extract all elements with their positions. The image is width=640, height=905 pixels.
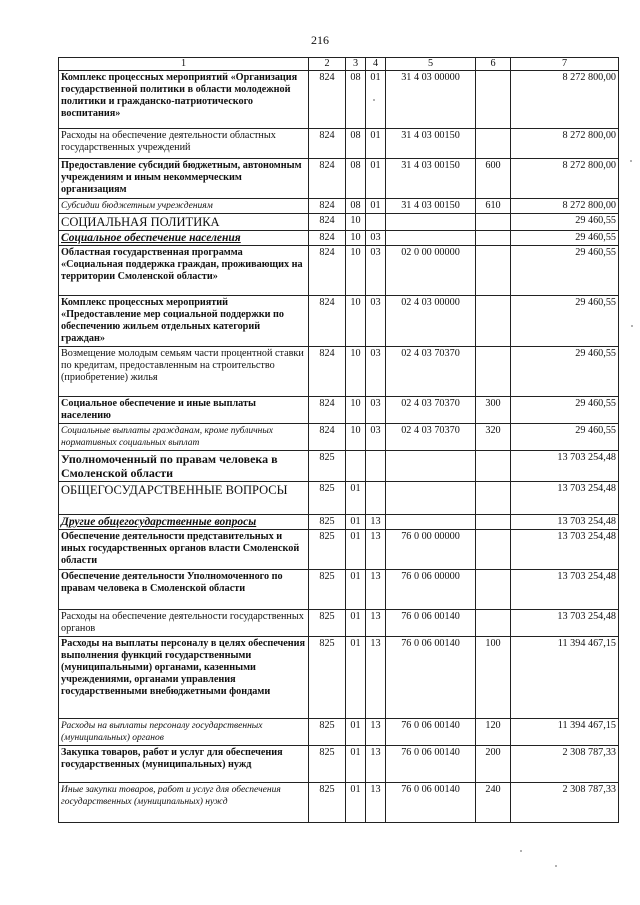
row-amount: 29 460,55	[511, 424, 619, 451]
row-target-article: 76 0 06 00140	[386, 719, 476, 746]
table-row	[59, 515, 619, 530]
row-subsection: 03	[366, 397, 386, 424]
row-expense-type: 100	[476, 637, 511, 719]
row-name: ОБЩЕГОСУДАРСТВЕННЫЕ ВОПРОСЫ	[59, 482, 309, 515]
row-subsection: 13	[366, 783, 386, 823]
row-expense-type: 240	[476, 783, 511, 823]
row-section: 01	[346, 482, 366, 515]
row-target-article: 76 0 06 00140	[386, 783, 476, 823]
table-row	[59, 159, 619, 199]
row-expense-type	[476, 129, 511, 159]
row-target-article: 76 0 06 00140	[386, 637, 476, 719]
header-col-6: 6	[476, 58, 511, 71]
budget-table	[58, 57, 619, 823]
header-col-5: 5	[386, 58, 476, 71]
row-amount: 29 460,55	[511, 347, 619, 397]
row-subsection	[366, 451, 386, 482]
table-row	[59, 610, 619, 637]
row-name: Предоставление субсидий бюджетным, автономным учреждениям и иным некоммерческим организациям	[59, 159, 309, 199]
row-section: 10	[346, 397, 366, 424]
row-expense-type: 320	[476, 424, 511, 451]
row-section: 01	[346, 637, 366, 719]
row-target-article: 02 4 03 70370	[386, 347, 476, 397]
row-name: СОЦИАЛЬНАЯ ПОЛИТИКА	[59, 214, 309, 231]
row-subsection: 01	[366, 129, 386, 159]
row-grbs: 825	[309, 570, 346, 610]
row-name: Социальное обеспечение населения	[59, 231, 309, 246]
row-subsection: 03	[366, 296, 386, 347]
row-amount: 13 703 254,48	[511, 451, 619, 482]
row-subsection: 13	[366, 719, 386, 746]
row-target-article	[386, 451, 476, 482]
row-name: Комплекс процессных мероприятий «Организация государственной политики в области молодежной политики и гражданско-патриотического воспитания»	[59, 71, 309, 129]
row-amount: 8 272 800,00	[511, 129, 619, 159]
table-row	[59, 71, 619, 129]
row-section: 01	[346, 515, 366, 530]
row-grbs: 824	[309, 231, 346, 246]
scan-speck	[373, 99, 375, 101]
scan-speck	[555, 865, 557, 867]
table-row	[59, 719, 619, 746]
header-col-7: 7	[511, 58, 619, 71]
row-subsection: 13	[366, 746, 386, 783]
row-grbs: 825	[309, 515, 346, 530]
row-subsection: 13	[366, 570, 386, 610]
row-name: Закупка товаров, работ и услуг для обеспечения государственных (муниципальных) нужд	[59, 746, 309, 783]
row-amount: 29 460,55	[511, 397, 619, 424]
table-row	[59, 570, 619, 610]
row-amount: 11 394 467,15	[511, 637, 619, 719]
row-subsection: 01	[366, 71, 386, 129]
row-name: Комплекс процессных мероприятий «Предоставление мер социальной поддержки по обеспечению жильем отдельных категорий граждан»	[59, 296, 309, 347]
row-section: 08	[346, 129, 366, 159]
row-name: Социальное обеспечение и иные выплаты населению	[59, 397, 309, 424]
row-grbs: 824	[309, 347, 346, 397]
row-amount: 13 703 254,48	[511, 530, 619, 570]
row-amount: 29 460,55	[511, 231, 619, 246]
table-row	[59, 199, 619, 214]
row-expense-type	[476, 451, 511, 482]
table-row	[59, 783, 619, 823]
row-target-article	[386, 515, 476, 530]
row-name: Обеспечение деятельности представительных и иных государственных органов власти Смоленской области	[59, 530, 309, 570]
table-row	[59, 424, 619, 451]
row-name: Другие общегосударственные вопросы	[59, 515, 309, 530]
row-grbs: 825	[309, 451, 346, 482]
row-amount: 8 272 800,00	[511, 71, 619, 129]
row-target-article: 76 0 00 00000	[386, 530, 476, 570]
row-section	[346, 451, 366, 482]
row-target-article: 31 4 03 00150	[386, 129, 476, 159]
row-name: Областная государственная программа «Социальная поддержка граждан, проживающих на территории Смоленской области»	[59, 246, 309, 296]
row-target-article: 02 0 00 00000	[386, 246, 476, 296]
row-name: Уполномоченный по правам человека в Смоленской области	[59, 451, 309, 482]
row-subsection: 03	[366, 246, 386, 296]
row-grbs: 825	[309, 610, 346, 637]
row-grbs: 824	[309, 214, 346, 231]
row-name: Расходы на выплаты персоналу в целях обеспечения выполнения функций государственными (муниципальными) органами, казенными учреждениями, органами управления государственными внебюджетными фондами	[59, 637, 309, 719]
row-amount: 8 272 800,00	[511, 159, 619, 199]
row-section: 01	[346, 530, 366, 570]
row-expense-type: 120	[476, 719, 511, 746]
row-section: 10	[346, 214, 366, 231]
scan-speck	[630, 160, 632, 162]
row-target-article	[386, 482, 476, 515]
table-row	[59, 214, 619, 231]
row-expense-type	[476, 231, 511, 246]
row-subsection: 13	[366, 515, 386, 530]
scan-speck	[520, 850, 522, 852]
table-row	[59, 482, 619, 515]
row-section: 08	[346, 199, 366, 214]
row-subsection: 03	[366, 231, 386, 246]
row-subsection: 03	[366, 424, 386, 451]
row-section: 01	[346, 746, 366, 783]
table-row	[59, 451, 619, 482]
row-grbs: 825	[309, 746, 346, 783]
row-section: 10	[346, 347, 366, 397]
row-subsection: 13	[366, 530, 386, 570]
row-grbs: 824	[309, 246, 346, 296]
row-amount: 13 703 254,48	[511, 570, 619, 610]
row-grbs: 825	[309, 530, 346, 570]
row-expense-type	[476, 530, 511, 570]
row-name: Расходы на обеспечение деятельности государственных органов	[59, 610, 309, 637]
table-row	[59, 637, 619, 719]
row-section: 08	[346, 71, 366, 129]
row-subsection: 03	[366, 347, 386, 397]
table-row	[59, 746, 619, 783]
row-expense-type: 200	[476, 746, 511, 783]
row-expense-type	[476, 570, 511, 610]
table-row	[59, 530, 619, 570]
row-grbs: 824	[309, 159, 346, 199]
header-col-4: 4	[366, 58, 386, 71]
row-name: Обеспечение деятельности Уполномоченного по правам человека в Смоленской области	[59, 570, 309, 610]
row-name: Возмещение молодым семьям части процентной ставки по кредитам, предоставленным на строительство (приобретение) жилья	[59, 347, 309, 397]
row-amount: 13 703 254,48	[511, 482, 619, 515]
row-expense-type	[476, 347, 511, 397]
row-amount: 29 460,55	[511, 296, 619, 347]
row-section: 01	[346, 719, 366, 746]
row-subsection: 01	[366, 199, 386, 214]
row-subsection: 01	[366, 159, 386, 199]
row-grbs: 825	[309, 783, 346, 823]
row-grbs: 824	[309, 129, 346, 159]
header-row	[59, 58, 619, 71]
row-expense-type: 600	[476, 159, 511, 199]
row-amount: 13 703 254,48	[511, 610, 619, 637]
row-section: 10	[346, 424, 366, 451]
row-section: 10	[346, 296, 366, 347]
row-expense-type	[476, 214, 511, 231]
row-name: Иные закупки товаров, работ и услуг для обеспечения государственных (муниципальных) нужд	[59, 783, 309, 823]
row-section: 10	[346, 231, 366, 246]
row-expense-type	[476, 515, 511, 530]
row-section: 10	[346, 246, 366, 296]
row-subsection: 13	[366, 610, 386, 637]
header-col-3: 3	[346, 58, 366, 71]
row-amount: 29 460,55	[511, 246, 619, 296]
header-col-1: 1	[59, 58, 309, 71]
table-row	[59, 129, 619, 159]
row-expense-type: 300	[476, 397, 511, 424]
row-expense-type	[476, 71, 511, 129]
row-name: Расходы на выплаты персоналу государственных (муниципальных) органов	[59, 719, 309, 746]
table-row	[59, 347, 619, 397]
row-amount: 2 308 787,33	[511, 783, 619, 823]
row-grbs: 825	[309, 482, 346, 515]
row-target-article: 31 4 03 00000	[386, 71, 476, 129]
row-target-article: 31 4 03 00150	[386, 199, 476, 214]
row-subsection	[366, 482, 386, 515]
row-grbs: 824	[309, 397, 346, 424]
row-amount: 2 308 787,33	[511, 746, 619, 783]
row-name: Субсидии бюджетным учреждениям	[59, 199, 309, 214]
row-target-article: 76 0 06 00140	[386, 610, 476, 637]
row-amount: 8 272 800,00	[511, 199, 619, 214]
row-target-article: 02 4 03 70370	[386, 424, 476, 451]
row-expense-type: 610	[476, 199, 511, 214]
table-body	[59, 71, 619, 823]
row-grbs: 824	[309, 199, 346, 214]
row-expense-type	[476, 610, 511, 637]
row-amount: 11 394 467,15	[511, 719, 619, 746]
row-grbs: 824	[309, 424, 346, 451]
table-row	[59, 246, 619, 296]
header-col-2: 2	[309, 58, 346, 71]
table-row	[59, 397, 619, 424]
page-number: 216	[311, 33, 329, 47]
row-target-article	[386, 214, 476, 231]
row-name: Расходы на обеспечение деятельности областных государственных учреждений	[59, 129, 309, 159]
row-name: Социальные выплаты гражданам, кроме публичных нормативных социальных выплат	[59, 424, 309, 451]
row-expense-type	[476, 482, 511, 515]
table-row	[59, 296, 619, 347]
row-target-article: 76 0 06 00140	[386, 746, 476, 783]
row-grbs: 825	[309, 637, 346, 719]
row-section: 01	[346, 783, 366, 823]
row-grbs: 824	[309, 296, 346, 347]
row-grbs: 824	[309, 71, 346, 129]
row-target-article	[386, 231, 476, 246]
row-amount: 29 460,55	[511, 214, 619, 231]
row-amount: 13 703 254,48	[511, 515, 619, 530]
row-target-article: 76 0 06 00000	[386, 570, 476, 610]
row-target-article: 02 4 03 00000	[386, 296, 476, 347]
row-expense-type	[476, 296, 511, 347]
row-expense-type	[476, 246, 511, 296]
row-grbs: 825	[309, 719, 346, 746]
row-target-article: 02 4 03 70370	[386, 397, 476, 424]
row-subsection	[366, 214, 386, 231]
row-target-article: 31 4 03 00150	[386, 159, 476, 199]
table-row	[59, 231, 619, 246]
row-subsection: 13	[366, 637, 386, 719]
scan-speck	[631, 325, 633, 327]
row-section: 08	[346, 159, 366, 199]
row-section: 01	[346, 610, 366, 637]
row-section: 01	[346, 570, 366, 610]
